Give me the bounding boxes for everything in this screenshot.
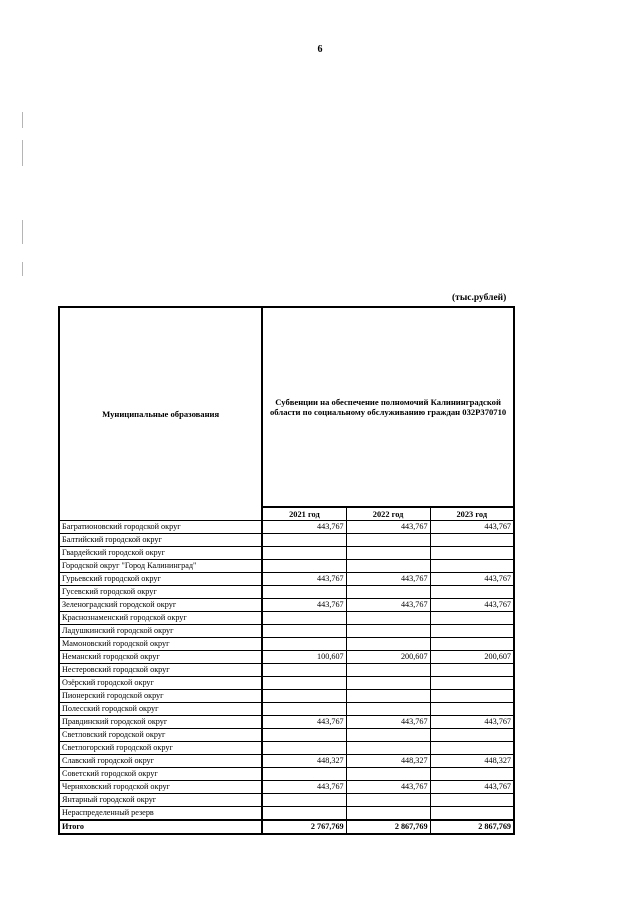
value-2023 — [430, 586, 514, 599]
value-2023 — [430, 625, 514, 638]
total-row — [59, 820, 514, 834]
year-header: 2023 год — [430, 507, 514, 521]
table-row — [59, 742, 514, 755]
value-2021: 443,767 — [262, 716, 346, 729]
margin-mark — [22, 112, 23, 128]
value-2022: 443,767 — [346, 521, 430, 534]
value-2021 — [262, 677, 346, 690]
value-2023: 443,767 — [430, 716, 514, 729]
value-2023: 443,767 — [430, 781, 514, 794]
table-row — [59, 547, 514, 560]
value-2021 — [262, 625, 346, 638]
value-2021 — [262, 794, 346, 807]
value-2022 — [346, 534, 430, 547]
table-row — [59, 716, 514, 729]
table-row — [59, 664, 514, 677]
municipality-name: Советский городской округ — [59, 768, 262, 781]
municipality-name: Светлогорский городской округ — [59, 742, 262, 755]
value-2022 — [346, 560, 430, 573]
table-row — [59, 573, 514, 586]
value-2023: 443,767 — [430, 599, 514, 612]
value-2022 — [346, 690, 430, 703]
table-row — [59, 625, 514, 638]
value-2022 — [346, 807, 430, 821]
table-row — [59, 677, 514, 690]
table-row — [59, 755, 514, 768]
value-2021 — [262, 690, 346, 703]
table-row — [59, 781, 514, 794]
value-2021 — [262, 729, 346, 742]
total-2023: 2 867,769 — [430, 820, 514, 834]
value-2021: 100,607 — [262, 651, 346, 664]
value-2021: 443,767 — [262, 521, 346, 534]
table-row — [59, 729, 514, 742]
value-2021: 448,327 — [262, 755, 346, 768]
value-2022 — [346, 664, 430, 677]
value-2022 — [346, 677, 430, 690]
table-row — [59, 703, 514, 716]
municipality-name: Мамоновский городской округ — [59, 638, 262, 651]
table-row — [59, 807, 514, 821]
value-2021 — [262, 612, 346, 625]
value-2023 — [430, 534, 514, 547]
value-2023 — [430, 664, 514, 677]
value-2021: 443,767 — [262, 781, 346, 794]
table-row — [59, 612, 514, 625]
table-row — [59, 599, 514, 612]
value-2021 — [262, 664, 346, 677]
value-2022 — [346, 625, 430, 638]
value-2022: 448,327 — [346, 755, 430, 768]
value-2021 — [262, 742, 346, 755]
value-2022: 443,767 — [346, 716, 430, 729]
year-header: 2021 год — [262, 507, 346, 521]
header-subvention: Субвенции на обеспечение полномочий Калининградской области по социальному обслуживанию граждан 032P370710 — [262, 307, 514, 507]
value-2023 — [430, 677, 514, 690]
value-2023: 200,607 — [430, 651, 514, 664]
year-header: 2022 год — [346, 507, 430, 521]
value-2022 — [346, 638, 430, 651]
table-body — [59, 521, 514, 835]
table-row — [59, 794, 514, 807]
value-2023 — [430, 807, 514, 821]
subvention-table — [58, 306, 515, 835]
value-2022 — [346, 729, 430, 742]
value-2023: 443,767 — [430, 573, 514, 586]
value-2021 — [262, 807, 346, 821]
value-2021 — [262, 547, 346, 560]
value-2022 — [346, 586, 430, 599]
value-2022 — [346, 547, 430, 560]
value-2022 — [346, 794, 430, 807]
margin-mark — [22, 220, 23, 244]
value-2022: 200,607 — [346, 651, 430, 664]
value-2021: 443,767 — [262, 599, 346, 612]
table-row — [59, 534, 514, 547]
municipality-name: Нераспределенный резерв — [59, 807, 262, 821]
value-2022 — [346, 768, 430, 781]
value-2021 — [262, 768, 346, 781]
value-2023: 443,767 — [430, 521, 514, 534]
municipality-name: Светловский городской округ — [59, 729, 262, 742]
municipality-name: Гусевский городской округ — [59, 586, 262, 599]
municipality-name: Неманский городской округ — [59, 651, 262, 664]
municipality-name: Черняховский городской округ — [59, 781, 262, 794]
value-2022: 443,767 — [346, 573, 430, 586]
municipality-name: Янтарный городской округ — [59, 794, 262, 807]
table-row — [59, 651, 514, 664]
value-2022 — [346, 742, 430, 755]
value-2023: 448,327 — [430, 755, 514, 768]
total-label: Итого — [59, 820, 262, 834]
units-label: (тыс.рублей) — [452, 293, 507, 303]
value-2023 — [430, 560, 514, 573]
value-2022 — [346, 612, 430, 625]
page-number: 6 — [317, 44, 323, 55]
table-row — [59, 521, 514, 534]
table-row — [59, 768, 514, 781]
value-2023 — [430, 547, 514, 560]
total-2021: 2 767,769 — [262, 820, 346, 834]
value-2023 — [430, 690, 514, 703]
municipality-name: Балтийский городской округ — [59, 534, 262, 547]
table-row — [59, 690, 514, 703]
value-2023 — [430, 703, 514, 716]
municipality-name: Озёрский городской округ — [59, 677, 262, 690]
total-2022: 2 867,769 — [346, 820, 430, 834]
municipality-name: Городской округ "Город Калининград" — [59, 560, 262, 573]
value-2023 — [430, 729, 514, 742]
margin-mark — [22, 140, 23, 166]
value-2023 — [430, 794, 514, 807]
municipality-name: Краснознаменский городской округ — [59, 612, 262, 625]
value-2023 — [430, 742, 514, 755]
municipality-name: Ладушкинский городской округ — [59, 625, 262, 638]
municipality-name: Нестеровский городской округ — [59, 664, 262, 677]
value-2022: 443,767 — [346, 781, 430, 794]
header-municipal: Муниципальные образования — [59, 307, 262, 521]
value-2021: 443,767 — [262, 573, 346, 586]
municipality-name: Полесский городской округ — [59, 703, 262, 716]
table-row — [59, 586, 514, 599]
municipality-name: Гвардейский городской округ — [59, 547, 262, 560]
municipality-name: Багратионовский городской округ — [59, 521, 262, 534]
municipality-name: Гурьевский городской округ — [59, 573, 262, 586]
value-2023 — [430, 638, 514, 651]
value-2022 — [346, 703, 430, 716]
municipality-name: Зеленоградский городской округ — [59, 599, 262, 612]
value-2021 — [262, 703, 346, 716]
value-2023 — [430, 768, 514, 781]
value-2021 — [262, 638, 346, 651]
table-row — [59, 638, 514, 651]
margin-mark — [22, 262, 23, 276]
value-2021 — [262, 586, 346, 599]
municipality-name: Пионерский городской округ — [59, 690, 262, 703]
municipality-name: Правдинский городской округ — [59, 716, 262, 729]
value-2021 — [262, 560, 346, 573]
municipality-name: Славский городской округ — [59, 755, 262, 768]
value-2023 — [430, 612, 514, 625]
value-2021 — [262, 534, 346, 547]
table-row — [59, 560, 514, 573]
value-2022: 443,767 — [346, 599, 430, 612]
